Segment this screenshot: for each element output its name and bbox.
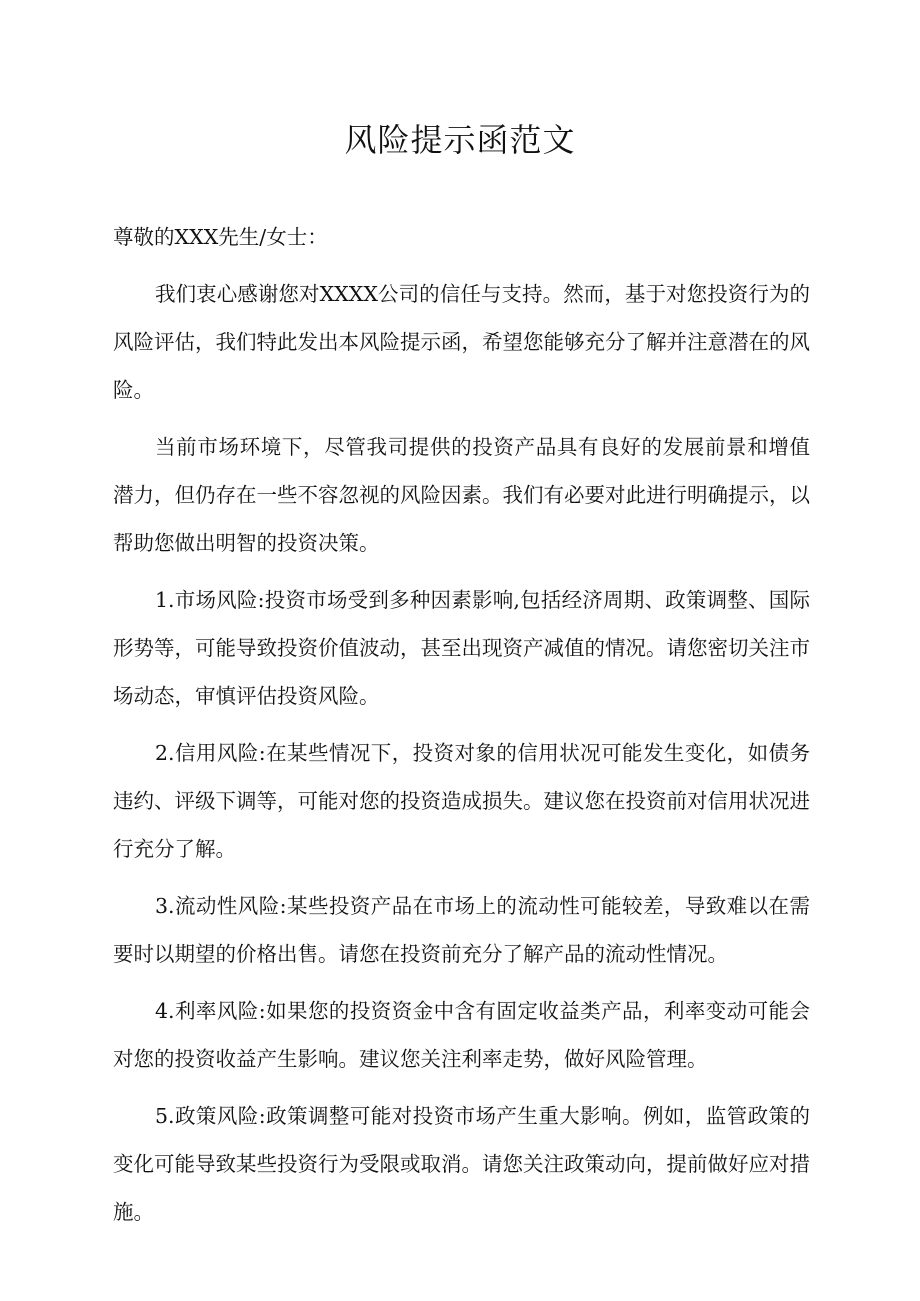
paragraph-market-context: 当前市场环境下，尽管我司提供的投资产品具有良好的发展前景和增值潜力，但仍存在一些不容忽视的风险因素。我们有必要对此进行明确提示，以帮助您做出明智的投资决策。: [113, 435, 810, 555]
paragraph-liquidity-risk: 3.流动性风险:某些投资产品在市场上的流动性可能较差，导致难以在需要时以期望的价格出售。请您在投资前充分了解产品的流动性情况。: [113, 894, 810, 966]
document-body: [113, 213, 810, 1245]
paragraph-intro: 我们衷心感谢您对XXXX公司的信任与支持。然而，基于对您投资行为的风险评估，我们特此发出本风险提示函，希望您能够充分了解并注意潜在的风险。: [113, 282, 810, 402]
salutation: 尊敬的XXX先生/女士：: [113, 225, 328, 249]
paragraph-credit-risk: 2.信用风险:在某些情况下，投资对象的信用状况可能发生变化，如债务违约、评级下调等，可能对您的投资造成损失。建议您在投资前对信用状况进行充分了解。: [113, 741, 810, 861]
paragraph-market-risk: 1.市场风险:投资市场受到多种因素影响,包括经济周期、政策调整、国际形势等，可能导致投资价值波动，甚至出现资产减值的情况。请您密切关注市场动态，审慎评估投资风险。: [113, 588, 810, 708]
paragraph-interest-rate-risk: 4.利率风险:如果您的投资资金中含有固定收益类产品，利率变动可能会对您的投资收益产生影响。建议您关注利率走势，做好风险管理。: [113, 999, 810, 1071]
paragraph-policy-risk: 5.政策风险:政策调整可能对投资市场产生重大影响。例如，监管政策的变化可能导致某些投资行为受限或取消。请您关注政策动向，提前做好应对措施。: [113, 1104, 810, 1224]
document-title: 风险提示函范文: [344, 121, 576, 159]
